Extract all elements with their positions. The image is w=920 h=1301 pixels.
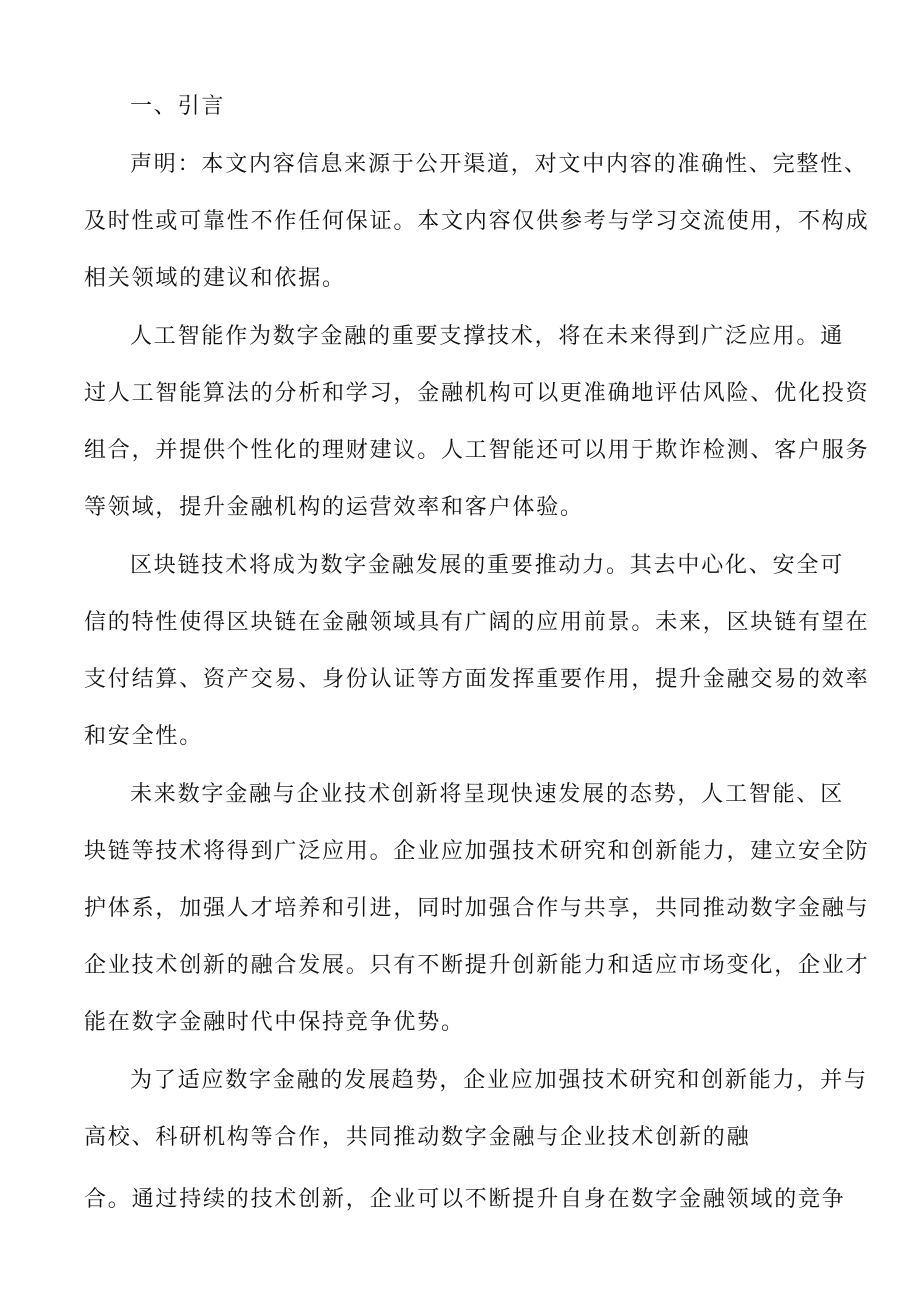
- blockchain-paragraph-line-1: 区块链技术将成为数字金融发展的重要推动力。其去中心化、安全可: [130, 553, 845, 578]
- future-paragraph-line-2: 块链等技术将得到广泛应用。企业应加强技术研究和创新能力，建立安全防: [84, 839, 870, 864]
- ai-paragraph-line-2: 过人工智能算法的分析和学习，金融机构可以更准确地评估风险、优化投资: [84, 381, 870, 406]
- future-paragraph-line-5: 能在数字金融时代中保持竞争优势。: [84, 1010, 465, 1035]
- disclaimer-line-1: 声明：本文内容信息来源于公开渠道，对文中内容的准确性、完整性、: [130, 152, 868, 177]
- future-paragraph-line-1: 未来数字金融与企业技术创新将呈现快速发展的态势，人工智能、区: [130, 782, 845, 807]
- ai-paragraph-line-3: 组合，并提供个性化的理财建议。人工智能还可以用于欺诈检测、客户服务: [84, 438, 870, 463]
- ai-paragraph-line-1: 人工智能作为数字金融的重要支撑技术，将在未来得到广泛应用。通: [130, 324, 845, 349]
- future-paragraph-line-3: 护体系，加强人才培养和引进，同时加强合作与共享，共同推动数字金融与: [84, 896, 870, 921]
- blockchain-paragraph-line-4: 和安全性。: [84, 724, 204, 749]
- adapt-paragraph-line-1: 为了适应数字金融的发展趋势，企业应加强技术研究和创新能力，并与: [130, 1068, 868, 1093]
- ai-paragraph-line-4: 等领域，提升金融机构的运营效率和客户体验。: [84, 495, 584, 520]
- disclaimer-line-3: 相关领域的建议和依据。: [84, 266, 346, 291]
- adapt-paragraph-line-2: 高校、科研机构等合作，共同推动数字金融与企业技术创新的融: [84, 1125, 751, 1150]
- blockchain-paragraph-line-3: 支付结算、资产交易、身份认证等方面发挥重要作用，提升金融交易的效率: [84, 667, 870, 692]
- blockchain-paragraph-line-2: 信的特性使得区块链在金融领域具有广阔的应用前景。未来，区块链有望在: [84, 610, 870, 635]
- disclaimer-line-2: 及时性或可靠性不作任何保证。本文内容仅供参考与学习交流使用，不构成: [84, 209, 870, 234]
- adapt-paragraph-line-3: 合。通过持续的技术创新，企业可以不断提升自身在数字金融领域的竞争: [84, 1187, 846, 1212]
- section-heading: 一、引言: [130, 94, 226, 119]
- future-paragraph-line-4: 企业技术创新的融合发展。只有不断提升创新能力和适应市场变化，企业才: [84, 953, 870, 978]
